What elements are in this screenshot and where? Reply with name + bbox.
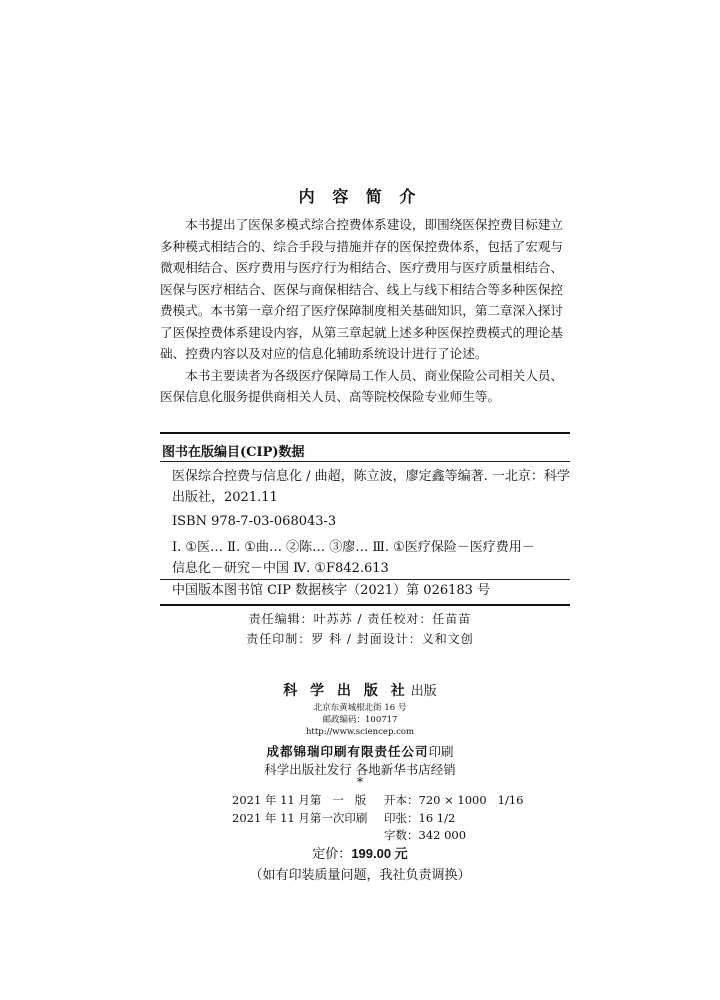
distribution-line: 科学出版社发行 各地新华书店经销 xyxy=(264,762,456,777)
publisher-name: 科 学 出 版 社 xyxy=(283,683,409,699)
cip-isbn: ISBN 978-7-03-068043-3 xyxy=(172,514,337,529)
cip-record: 医保综合控费与信息化 / 曲超，陈立波，廖定鑫等编著. 一北京：科学 出版社，2021.11 xyxy=(172,469,570,505)
cip-heading: 图书在版编目(CIP)数据 xyxy=(162,445,305,460)
price-value: 199.00 元 xyxy=(351,846,408,861)
book-format: 开本：720 × 1000 1/16 xyxy=(384,793,524,807)
publisher-address: 北京东黄城根北街 16 号 xyxy=(313,703,407,713)
printed-sheets: 印张：16 1/2 xyxy=(384,811,456,825)
word-count: 字数：342 000 xyxy=(384,828,467,842)
edition-date: 2021 年 11 月第 一 版 xyxy=(232,793,367,807)
separator-star: * xyxy=(357,775,363,789)
cip-heading-rule xyxy=(160,461,570,462)
publisher-website: http://www.sciencep.com xyxy=(305,727,415,737)
cip-subjects: Ⅰ. ①医… Ⅱ. ①曲… ②陈… ③廖… Ⅲ. ①医疗保险－医疗费用－ 信息化－研究－中国 Ⅳ. ①F842.613 xyxy=(172,540,535,576)
publisher-line xyxy=(0,680,720,700)
quality-note: （如有印装质量问题，我社负责调换） xyxy=(249,868,471,883)
publisher-suffix: 出版 xyxy=(410,684,437,699)
cip-bottom-rule xyxy=(160,604,570,606)
synopsis-body xyxy=(160,214,572,408)
printing-date: 2021 年 11 月第一次印刷 xyxy=(232,811,368,825)
synopsis-title: 内 容 简 介 xyxy=(298,187,422,206)
printer-suffix: 印刷 xyxy=(428,744,454,759)
editor-credits: 责任编辑：叶苏苏 / 责任校对：任苗苗 xyxy=(248,612,472,626)
printer-name: 成都锦瑞印刷有限责任公司 xyxy=(266,744,429,759)
synopsis-paragraph-2: 本书主要读者为各级医疗保障局工作人员、商业保险公司相关人员、 医保信息化服务提供商相关人员、高等院校保险专业师生等。 xyxy=(160,367,563,404)
production-credits: 责任印制：罗 科 / 封面设计：义和文创 xyxy=(246,632,474,646)
cip-top-rule xyxy=(160,432,570,434)
price-line xyxy=(0,843,720,862)
price-label: 定价： xyxy=(312,847,352,862)
publisher-postcode: 邮政编码：100717 xyxy=(322,715,398,725)
cip-number: 中国版本图书馆 CIP 数据核字（2021）第 026183 号 xyxy=(172,583,491,598)
synopsis-paragraph-1: 本书提出了医保多模式综合控费体系建设，即围绕医保控费目标建立 多种模式相结合的、综合手段与措施并存的医保控费体系，包括了宏观与 微观相结合、医疗费用与医疗行为相结合、医疗费用与医疗质量相结合、 医保与医疗相结合、医保与商保相结合、线上与线下相结合等多种医保控 费模式。本书第一章介绍了医疗保障制度相关基础知识，第二章深入探讨 了医保控费体系建设内容，从第三章起就上述多种医保控费模式的理论基 础、控费内容以及对应的信息化辅助系统设计进行了论述。 xyxy=(160,217,563,361)
printer-line xyxy=(0,742,720,760)
